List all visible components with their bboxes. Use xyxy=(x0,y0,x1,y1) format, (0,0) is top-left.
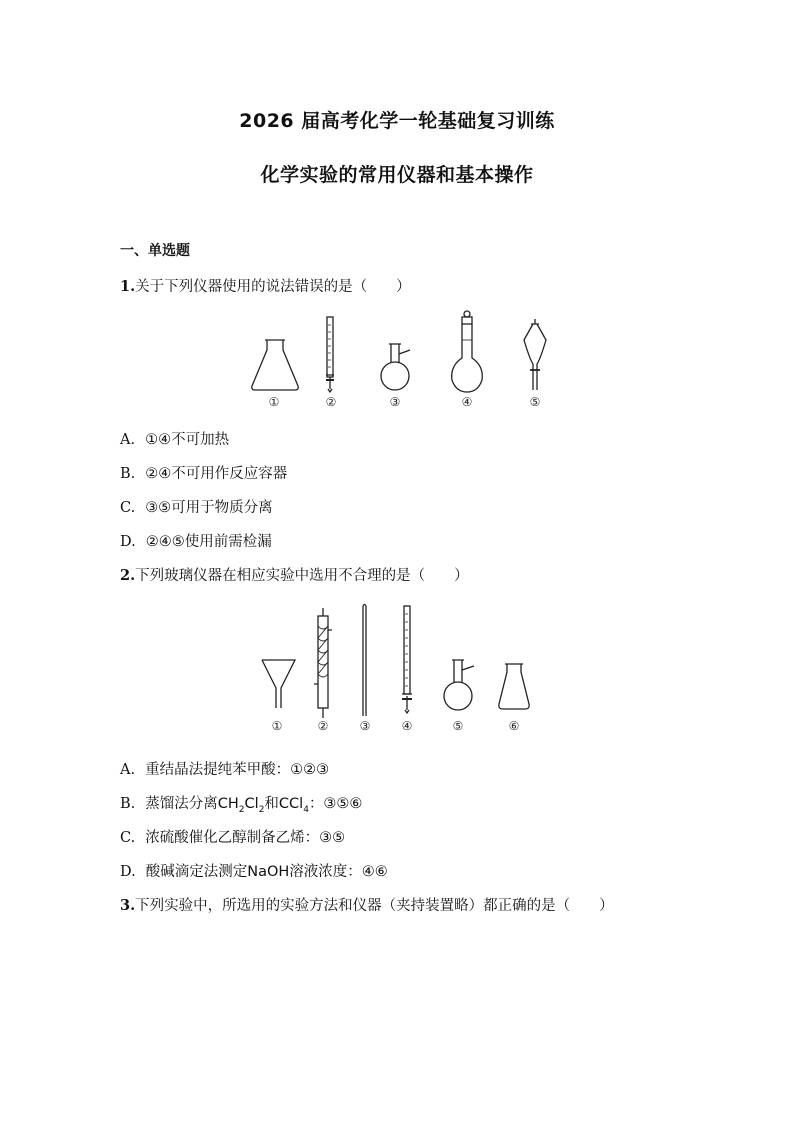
question-text: 下列实验中，所选用的实验方法和仪器（夹持装置略）都正确的是（ ） xyxy=(135,898,614,914)
option-letter: C. xyxy=(120,500,136,516)
figure-label: ③ xyxy=(359,719,371,733)
figure-label: ④ xyxy=(401,719,413,733)
figure-q2-apparatus xyxy=(255,598,545,738)
question-number: 1. xyxy=(120,278,136,295)
figure-label: ⑥ xyxy=(508,719,520,733)
funnel-icon xyxy=(262,660,295,708)
burette-icon xyxy=(326,317,334,392)
option-text: 浓硫酸催化乙醇制备乙烯：③⑤ xyxy=(145,830,346,846)
figure-label: ① xyxy=(268,395,280,409)
burette-icon xyxy=(402,606,412,713)
option-text: ②④不可用作反应容器 xyxy=(145,466,288,482)
option-b[interactable] xyxy=(120,462,287,483)
question-number: 3. xyxy=(120,897,136,914)
option-letter: A. xyxy=(120,762,136,778)
figure-label: ① xyxy=(271,719,283,733)
option-b[interactable] xyxy=(120,792,362,815)
question-2-stem xyxy=(120,564,469,585)
section-heading: 一、单选题 xyxy=(120,243,190,259)
doc-title: 2026 届高考化学一轮基础复习训练 xyxy=(239,110,555,132)
figure-label: ⑤ xyxy=(529,395,541,409)
condenser-icon xyxy=(314,608,332,718)
option-letter: B. xyxy=(120,466,136,482)
question-number: 2. xyxy=(120,567,136,584)
distilling-flask-icon xyxy=(381,344,410,390)
figure-label: ③ xyxy=(389,395,401,409)
question-text: 关于下列仪器使用的说法错误的是（ ） xyxy=(135,279,411,295)
option-c[interactable] xyxy=(120,496,273,517)
figure-label: ⑤ xyxy=(452,719,464,733)
question-3-stem xyxy=(120,894,614,915)
option-letter: D. xyxy=(120,864,136,880)
option-d[interactable] xyxy=(120,530,272,551)
option-text: ③⑤可用于物质分离 xyxy=(145,500,273,516)
figure-q1-apparatus xyxy=(240,310,560,410)
question-text: 下列玻璃仪器在相应实验中选用不合理的是（ ） xyxy=(135,568,469,584)
distilling-flask-icon xyxy=(444,660,474,710)
option-text: 重结晶法提纯苯甲酸：①②③ xyxy=(145,762,330,778)
option-text: 蒸馏法分离$CH_2Cl_2$和CCl$_4$：③⑤⑥ xyxy=(145,796,363,815)
conical-flask-icon xyxy=(499,664,529,709)
figure-label: ② xyxy=(325,395,337,409)
figure-label: ④ xyxy=(461,395,473,409)
option-letter: B. xyxy=(120,796,136,812)
thermometer-icon xyxy=(363,605,366,717)
option-letter: D. xyxy=(120,534,136,550)
option-c[interactable] xyxy=(120,826,345,847)
volumetric-flask-icon xyxy=(452,311,483,392)
option-d[interactable] xyxy=(120,860,388,881)
question-1-stem xyxy=(120,275,411,296)
option-text: ②④⑤使用前需检漏 xyxy=(145,534,272,550)
figure-label: ② xyxy=(317,719,329,733)
conical-flask-icon xyxy=(252,340,298,390)
separatory-funnel-icon xyxy=(524,319,546,390)
option-letter: A. xyxy=(120,432,136,448)
option-letter: C. xyxy=(120,830,136,846)
option-a[interactable] xyxy=(120,758,329,779)
option-text: 酸碱滴定法测定NaOH溶液浓度：④⑥ xyxy=(145,864,388,880)
doc-subtitle: 化学实验的常用仪器和基本操作 xyxy=(260,164,534,186)
option-text: ①④不可加热 xyxy=(145,432,230,448)
option-a[interactable] xyxy=(120,428,229,449)
